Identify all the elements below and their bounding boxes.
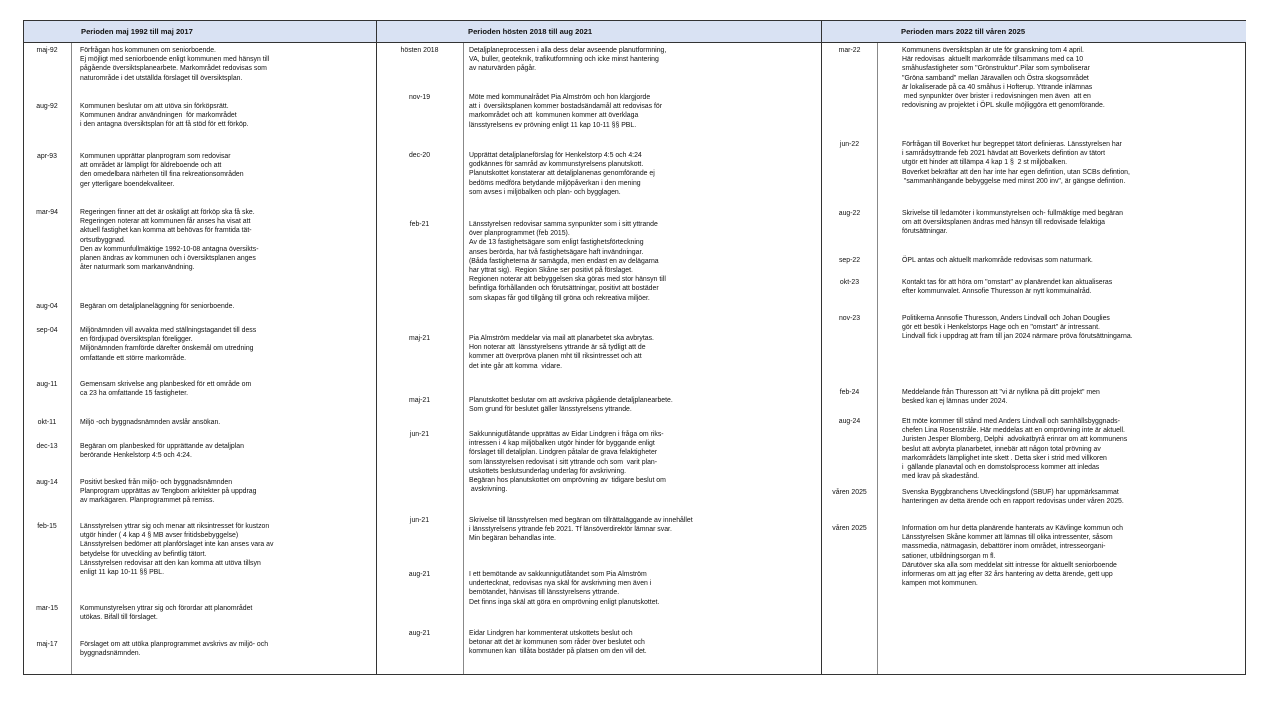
entry-date: maj-17 [36,641,58,648]
entry-date: sep-22 [838,257,861,264]
entry-date: aug-21 [408,630,431,637]
entry-text: Upprättat detaljplaneförslag för Henkelstorp 4:5 och 4:24 godkännes för samråd av kommunstyrelsens planutskott. Planutskottet konstaterar att detaljplanenas genomförande ej bedöms medföra betydande miljöpåverkan i den mening som avses i miljöbalken och plan- och bygglagen. [469,152,655,196]
entry-date: sep-04 [36,327,58,334]
entry-date: aug-92 [36,103,58,110]
date-divider [71,43,72,674]
entry-text: Begäran om detaljplaneläggning för seniorboende. [80,303,235,310]
entry-text: Planutskottet beslutar om att avskriva pågående detaljplanearbete. Som grund för beslutet gäller länsstyrelsens yttrande. [469,397,673,414]
entry-date: aug-14 [36,479,58,486]
entry-text: Kontakt tas för att höra om "omstart" av planärendet kan aktualiseras efter kommunvalet. Annsofie Thuresson är nytt kommuinalråd. [902,279,1113,296]
entry-date: hösten 2018 [400,47,439,54]
entry-date: jun-21 [409,431,430,438]
entry-text: Detaljplaneprocessen i alla dess delar avseende planutformning, VA, buller, geoteknik, trafikutformning och icke minst hantering av naturvärden pågår. [469,47,667,73]
header-col1-title: Perioden maj 1992 till maj 2017 [81,27,193,36]
entry-date: feb-15 [37,523,57,530]
entry-text: Miljö -och byggnadsnämnden avslår ansökan. [80,419,221,426]
entry-text: Förfrågan till Boverket hur begreppet tätort definieras. Länsstyrelsen har i samrådsyttrande feb 2021 hävdat att Boverkets defintion av tätort utgör ett hinder att tillämpa 4 kap 1 § 2 st miljöbalken. Boverket bekräftar att den har inte har egen defintion, utan SCBs defintion, "sammanhängande bebyggelse med minst 200 inv", är gängse defintion. [902,141,1130,185]
entry-text: Ett möte kommer till stånd med Anders Lindvall och samhällsbyggnads- chefen Lina Rosenstråle. Här meddelas att en omprövning inte är aktuell. Juristen Jesper Blomberg, Delphi advokatbyrå erinrar om att kommunens beslut att avbryta planarbetet, innebär att någon total prövning av markområdets lämplighet inte skett . Detta sker i strid med villkoren i gällande planavtal och en domstolsprocess kommer att inledas med krav på skadestånd. [902,418,1128,481]
entry-text: Regeringen finner att det är oskäligt att förköp ska få ske. Regeringen noterar att kommunen får anses ha visat att aktuell fastighet kan komma att behövas för framtida tät- ortsutbyggnad. Den av kommunfullmäktige 1992-10-08 antagna översikts- planen ändras av kommunen och i översiktsplanen anges åter naturmark som markanvändning. [80,209,259,272]
header-col1 [24,21,376,43]
entry-date: aug-04 [36,303,58,310]
entry-text: Möte med kommunalrådet Pia Almström och hon klargjorde att i översiktsplanen kommer bostadsändamål att redovisas för markområdet och att kommunen kommer att överklaga länsstyrelsens ev prövning enligt 11 kap 10-11 §§ PBL. [469,94,663,129]
entry-date: feb-24 [839,389,860,396]
entry-date: aug-22 [838,210,861,217]
entry-date: okt-23 [839,279,860,286]
entry-date: dec-13 [36,443,58,450]
date-divider [463,43,464,674]
entry-text: Kommunen beslutar om att utöva sin förköpsrätt. Kommunen ändrar användningen för markområdet i den antagna översiktsplan för att få stöd för ett förköp. [80,103,249,129]
entry-text: Kommunstyrelsen yttrar sig och förordar att planområdet utökas. Bifall till förslaget. [80,605,253,622]
header-col3 [821,21,1246,43]
entry-date: mar-15 [36,605,58,612]
header-col2 [376,21,821,43]
column-divider [821,21,822,674]
entry-text: Förfrågan hos kommunen om seniorboende. Ej möjligt med seniorboende enligt kommunen med hänsyn till pågående översiktsplanearbete. Markområdet redovisas som naturområde i det utställda förslaget till översiktsplan. [80,47,270,82]
entry-date: jun-22 [839,141,860,148]
entry-text: Positivt besked från miljö- och byggnadsnämnden Planprogram upprättas av Tengbom arkitekter på uppdrag av markägaren. Planprogrammet på remiss. [80,479,257,505]
header-col3-title: Perioden mars 2022 till våren 2025 [901,27,1026,36]
entry-text: Skrivelse till länsstyrelsen med begäran om tillrättaläggande av innehållet i länsstyrelsens yttrande feb 2021. Tf länsöverdirektör lämnar svar. Min begäran behandlas inte. [469,517,693,543]
entry-date: okt-11 [37,419,57,426]
entry-date: jun-21 [409,517,430,524]
entry-text: Kommunens översiktsplan är ute för granskning tom 4 april. Här redovisas aktuellt markområde tillsammans med ca 10 småhusfastigheter som "Grönstruktur".Pilar som symboliserar "Gröna samband" mellan Järavallen och Östra skogsområdet är lokaliserade på ca 40 småhus i Hofterup. Yttrande inlämnas med synpunkter över brister i redovisningen men även att en redovisning av projektet i ÖPL skulle möjliggöra ett genomförande. [902,47,1105,110]
entry-date: aug-24 [838,418,861,425]
entry-date: mar-22 [838,47,861,54]
entry-text: Information om hur detta planärende hanterats av Kävlinge kommun och Länsstyrelsen Skåne kommer att lämnas till olika intressenter, såsom massmedia, nätmagasin, debattörer inom området, intresseorgani- sationer, utbildningsorgan m fl. Därutöver ska alla som meddelat sitt intresse för aktuellt seniorboende informeras om att jag efter 32 års hantering av detta ärende, gett upp kampen mot kommunen. [902,525,1124,588]
entry-date: aug-11 [36,381,58,388]
entry-text: ÖPL antas och aktuellt markområde redovisas som naturmark. [902,257,1093,264]
header-col2-title: Perioden hösten 2018 till aug 2021 [468,27,593,36]
entry-text: Skrivelse till ledamöter i kommunstyrelsen och- fullmäktige med begäran om att översiktsplanen ändras med hänsyn till redovisade felaktiga förutsättningar. [902,210,1123,236]
entry-date: nov-23 [838,315,861,322]
entry-date: feb-21 [409,221,430,228]
entry-text: Gemensam skrivelse ang planbesked för ett område om ca 23 ha omfattande 15 fastigheter. [80,381,252,398]
entry-date: våren 2025 [832,489,867,496]
entry-date: aug-21 [408,571,431,578]
entry-date: maj-21 [408,397,431,404]
entry-date: våren 2025 [832,525,867,532]
entry-date: nov-19 [408,94,431,101]
entry-date: mar-94 [36,209,58,216]
timeline-table [23,20,1246,675]
entry-text: Miljönämnden vill avvakta med ställningstagandet till dess en fördjupad översiktsplan föreligger. Miljönämnden framförde därefter önskemål om utredning omfattande ett större markområde. [80,327,257,362]
entry-text: Länsstyrelsen redovisar samma synpunkter som i sitt yttrande över planprogrammet (feb 2015). Av de 13 fastighetsägare som enligt fastighetsförteckning anses berörda, har två fastighetsägare haft invändningar. (Båda fastigheterna är samägda, men endast en av delägarna har yttrat sig). Region Skåne ser positivt på förslaget. Regionen noterar att bebyggelsen ska göras med stor hänsyn till befintliga förhållanden och förutsättningar, positivt att bostäder som skapas får god tillgång till gröna och rekreativa miljöer. [469,221,666,302]
entry-text: Kommunen upprättar planprogram som redovisar att området är lämpligt för äldreboende och att den omedelbara närheten till fina rekreationsområden ger ytterligare boendekvaliteer. [80,153,244,188]
entry-text: Sakkunnigutlåtande upprättas av Eidar Lindgren i fråga om riks- intressen i 4 kap miljöbalken utgör hinder för byggande enligt förslaget till detaljplan. Lindgren påtalar de grava felaktigheter som länsstyrelsen redovisat i sitt yttrande och som varit plan- utskottets beslutsunderlag underlag för avskrivning. Begäran hos planutskottet om omprövning av tidigare beslut om avskrivning. [469,431,666,494]
entry-text: Pia Almström meddelar via mail att planarbetet ska avbrytas. Hon noterar att länsstyrelsens yttrande är så tydligt att de kommer att överpröva planen mht till riksintresset och att det inte går att komma vidare. [469,335,654,370]
entry-date: dec-20 [408,152,431,159]
entry-date: maj-92 [36,47,58,54]
entry-text: Svenska Byggbranchens Utvecklingsfond (SBUF) har uppmärksammat hanteringen av detta ärende och en rapport redovisas under våren 2025. [902,489,1124,506]
entry-text: Eidar Lindgren har kommenterat utskottets beslut och betonar att det är kommunen som råder över beslutet och kommunen kan tillåta bostäder på platsen om den vill det. [469,630,647,656]
entry-date: apr-93 [37,153,57,160]
entry-text: Länsstyrelsen yttrar sig och menar att riksintresset för kustzon utgör hinder ( 4 kap 4 § MB avser fritidsbebyggelse) Länsstyrelsen bedömer att planförslaget inte kan anses vara av betydelse för utveckling av befintlig tätort. Länsstyrelsen redovisar att den kan komma att utöva tillsyn enligt 11 kap 10-11 §§ PBL. [80,523,274,577]
entry-text: Meddelande från Thuresson att "vi är nyfikna på ditt projekt" men besked kan ej lämnas under 2024. [902,389,1100,406]
date-divider [877,43,878,674]
entry-text: I ett bemötande av sakkunnigutlåtandet som Pia Almström undertecknat, redovisas nya skäl för avskrivning men även i bemötandet, hänvisas till länsstyrelsens yttrande. Det finns inga skäl att göra en omprövning enligt planutskottet. [469,571,660,606]
entry-text: Politikerna Annsofie Thuresson, Anders Lindvall och Johan Douglies gör ett besök i Henkelstorps Hage och en "omstart" är intressant. Lindvall fick i uppdrag att fram till jan 2024 närmare pröva förutsättningarna. [902,315,1133,341]
entry-text: Förslaget om att utöka planprogrammet avskrivs av miljö- och byggnadsnämnden. [80,641,269,658]
entry-date: maj-21 [408,335,431,342]
entry-text: Begäran om planbesked för upprättande av detaljplan berörande Henkelstorp 4:5 och 4:24. [80,443,244,460]
